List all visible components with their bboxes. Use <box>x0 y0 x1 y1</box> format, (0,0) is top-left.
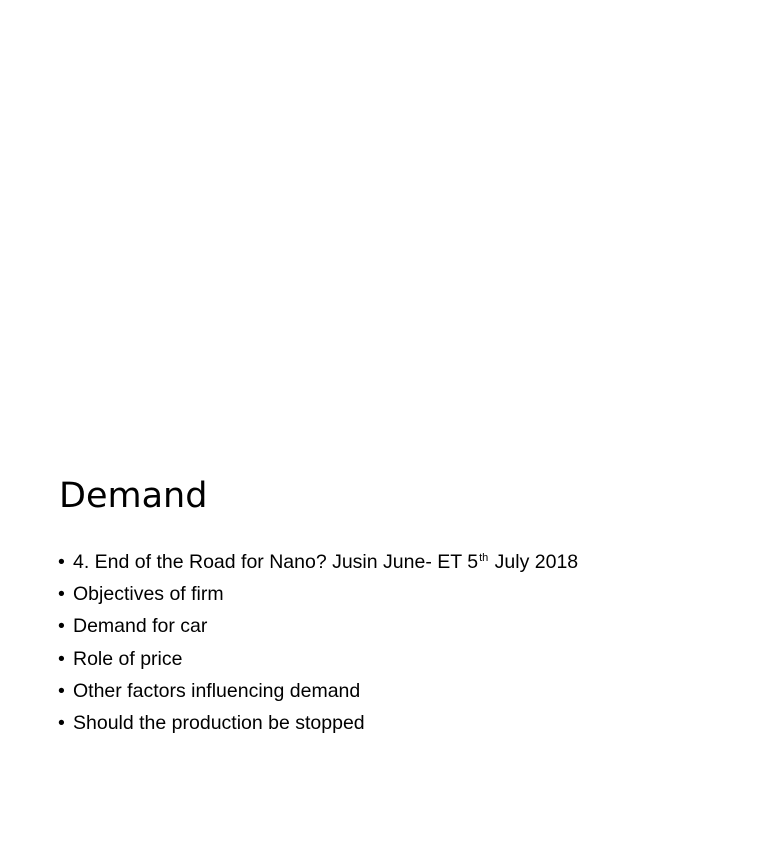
list-item-text: Objectives of firm <box>73 583 224 606</box>
slide-title: Demand <box>59 476 208 516</box>
list-item <box>58 643 578 675</box>
list-item-text: Demand for car <box>73 615 208 638</box>
list-item-text-part: 4. End of the Road for Nano? Jusin June- ET 5 <box>73 551 479 573</box>
bullet-icon: • <box>58 583 65 606</box>
bullet-icon: • <box>58 615 65 638</box>
bullet-list <box>58 546 578 739</box>
list-item <box>58 578 578 610</box>
list-item-text: Should the production be stopped <box>73 711 365 734</box>
list-item <box>58 546 578 578</box>
list-item-text-part: July 2018 <box>489 551 579 573</box>
bullet-icon: • <box>58 551 65 573</box>
list-item-text: Role of price <box>73 647 183 670</box>
list-item-text: Other factors influencing demand <box>73 679 361 702</box>
list-item <box>58 707 578 739</box>
list-item <box>58 675 578 707</box>
ordinal-superscript: th <box>479 551 489 564</box>
bullet-icon: • <box>58 711 65 734</box>
bullet-icon: • <box>58 679 65 702</box>
bullet-icon: • <box>58 647 65 670</box>
list-item-text <box>73 546 578 578</box>
list-item <box>58 610 578 642</box>
